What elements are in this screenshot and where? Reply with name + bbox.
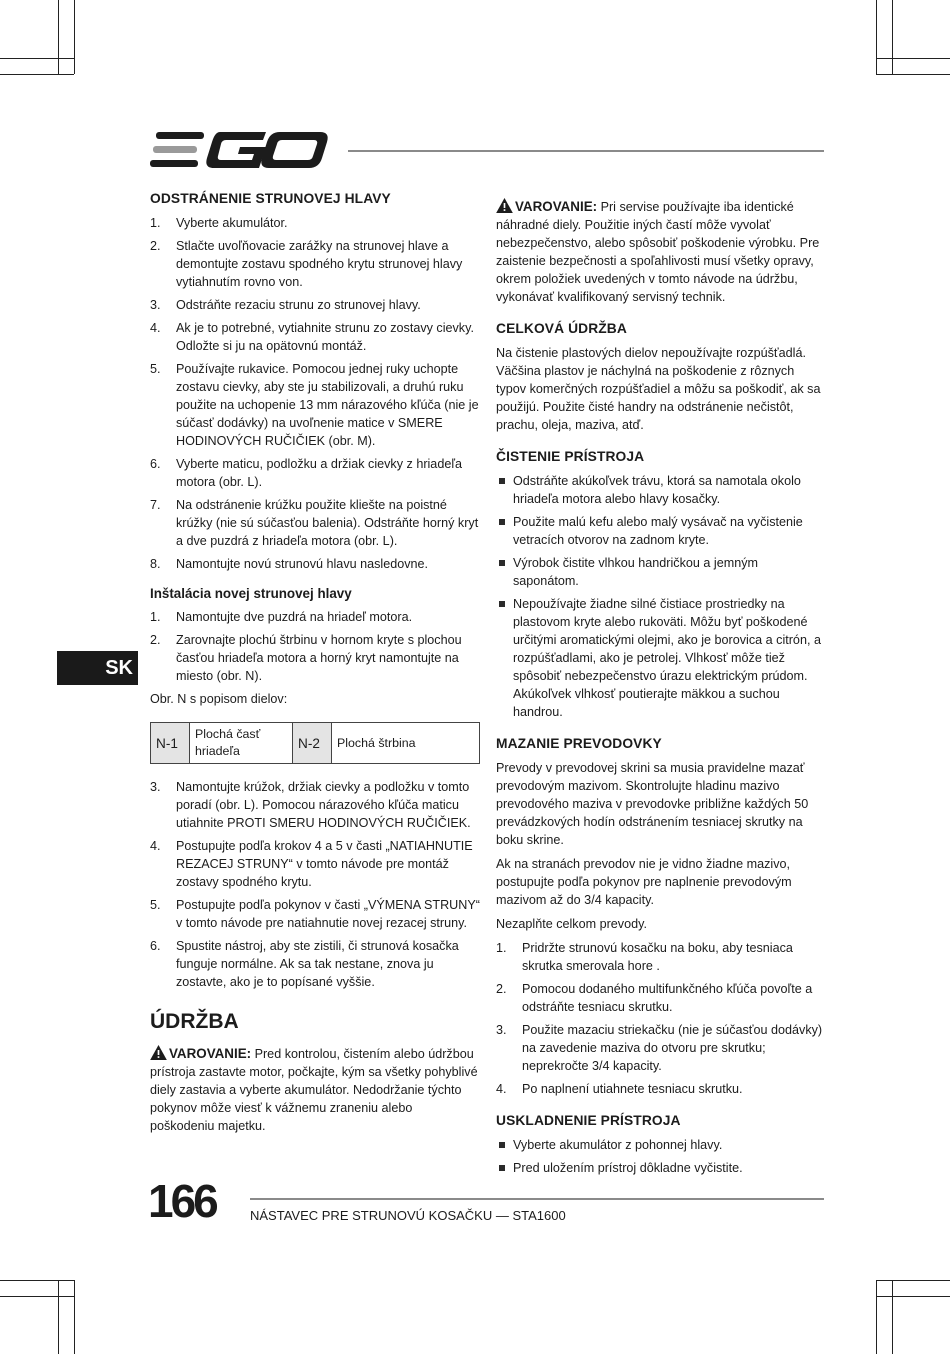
right-column: [496, 198, 826, 1182]
list-item: [150, 937, 480, 991]
bullet-square-icon: [499, 478, 505, 484]
service-warning: [496, 198, 826, 306]
step-text: Vyberte maticu, podložku a držiak cievky z hriadeľa motora (obr. L).: [176, 457, 462, 489]
list-item: [496, 1021, 826, 1075]
crop-mark: [58, 0, 59, 74]
step-number: 2.: [150, 239, 161, 253]
footer-rule: [250, 1198, 824, 1200]
general-maintenance-title: CELKOVÁ ÚDRŽBA: [496, 321, 627, 336]
crop-mark: [0, 1296, 74, 1297]
step-number: 5.: [150, 362, 161, 376]
list-item: [150, 319, 480, 355]
bullet-square-icon: [499, 1165, 505, 1171]
gear-paragraph: Nezaplňte celkom prevody.: [496, 917, 647, 931]
part-code: N-1: [151, 723, 190, 764]
list-item: [496, 1159, 826, 1177]
step-text: Zarovnajte plochú štrbinu v hornom kryte s plochou časťou hriadeľa motora a horný kryt namontujte na miesto (obr. N).: [176, 633, 462, 683]
step-text: Pomocou dodaného multifunkčného kľúča povoľte a odstráňte tesniacu skrutku.: [522, 982, 813, 1014]
warning-label: VAROVANIE:: [169, 1046, 252, 1061]
crop-mark: [876, 1280, 877, 1354]
list-item: [496, 513, 826, 549]
crop-mark: [892, 0, 893, 74]
step-number: 4.: [496, 1082, 507, 1096]
step-number: 3.: [496, 1023, 507, 1037]
crop-mark: [876, 1296, 950, 1297]
general-maintenance-text: Na čistenie plastových dielov nepoužívajte rozpúšťadlá. Väčšina plastov je náchylná na poškodenie z rôznych typov komerčných rozpúšťadiel a môžu sa poškodiť, ak sa použijú. Použite čisté handry na odstránenie nečistôt, prachu, oleja, maziva, atď.: [496, 346, 821, 432]
bullet-square-icon: [499, 560, 505, 566]
crop-mark: [0, 74, 74, 75]
list-item: [150, 455, 480, 491]
page-number: 166: [148, 1175, 216, 1227]
step-number: 4.: [150, 321, 161, 335]
list-item: [150, 555, 480, 573]
crop-mark: [876, 74, 950, 75]
maintenance-warning: [150, 1045, 480, 1135]
list-item: [150, 631, 480, 685]
step-text: Vyberte akumulátor.: [176, 216, 288, 230]
list-item: [150, 214, 480, 232]
step-text: Odstráňte rezaciu strunu zo strunovej hlavy.: [176, 298, 421, 312]
step-number: 7.: [150, 498, 161, 512]
list-item: [496, 980, 826, 1016]
ego-logo: [150, 128, 330, 172]
list-item: [496, 472, 826, 508]
gear-paragraph: Ak na stranách prevodov nie je vidno žiadne mazivo, postupujte podľa pokynov pre naplnenie prevodovým mazivom až do 3/4 kapacity.: [496, 857, 792, 907]
language-tab: [57, 651, 138, 685]
step-number: 6.: [150, 457, 161, 471]
install-steps-b: [150, 778, 480, 991]
list-item: [496, 595, 826, 721]
list-item: [496, 1080, 826, 1098]
step-number: 3.: [150, 298, 161, 312]
cleaning-list: [496, 472, 826, 721]
header-rule: [348, 150, 824, 152]
step-number: 3.: [150, 780, 161, 794]
storage-list: [496, 1136, 826, 1177]
bullet-square-icon: [499, 601, 505, 607]
crop-mark: [0, 1280, 74, 1281]
step-text: Namontujte novú strunovú hlavu nasledovne.: [176, 557, 429, 571]
step-text: Spustite nástroj, aby ste zistili, či strunová kosačka funguje normálne. Ak sa tak nestane, znova ju zostavte, ako je to popísané vyššie.: [176, 939, 459, 989]
section-title-remove-head: ODSTRÁNENIE STRUNOVEJ HLAVY: [150, 191, 391, 206]
step-text: Použite mazaciu striekačku (nie je súčasťou dodávky) na zavedenie maziva do otvoru pre skrutku; neprekročte 3/4 kapacity.: [522, 1023, 823, 1073]
warning-text: Pri servise používajte iba identické náhradné diely. Použitie iných častí môže vyvolať nebezpečenstvo, alebo spôsobiť poškodenie výrobku. Pre zaistenie bezpečnosti a spoľahlivosti musí všetky opravy, okrem položiek uvedených v tomto návode na údržbu, vykonávať kvalifikovaný servisný technik.: [496, 200, 820, 304]
crop-mark: [74, 0, 75, 74]
list-item: [150, 896, 480, 932]
part-label: Plochá časť hriadeľa: [190, 723, 293, 764]
gear-steps: [496, 939, 826, 1098]
crop-mark: [876, 1280, 950, 1281]
step-number: 1.: [496, 941, 507, 955]
step-number: 4.: [150, 839, 161, 853]
list-item: [150, 237, 480, 291]
warning-icon: [496, 198, 513, 213]
bullet-text: Pred uložením prístroj dôkladne vyčistite.: [513, 1161, 743, 1175]
step-number: 1.: [150, 610, 161, 624]
list-item: [150, 496, 480, 550]
warning-icon: [150, 1045, 167, 1060]
bullet-square-icon: [499, 519, 505, 525]
language-tab-label: SK: [105, 657, 133, 679]
step-text: Stlačte uvoľňovacie zarážky na strunovej hlave a demontujte zostavu spodného krytu strunovej hlavy vytiahnutím rovno von.: [176, 239, 463, 289]
bullet-text: Odstráňte akúkoľvek trávu, ktorá sa namotala okolo hriadeľa motora alebo hlavy kosačky.: [513, 474, 801, 506]
step-number: 2.: [496, 982, 507, 996]
bullet-text: Výrobok čistite vlhkou handričkou a jemným saponátom.: [513, 556, 758, 588]
cleaning-title: ČISTENIE PRÍSTROJA: [496, 449, 645, 464]
footer-title: NÁSTAVEC PRE STRUNOVÚ KOSAČKU — STA1600: [250, 1208, 566, 1223]
step-text: Ak je to potrebné, vytiahnite strunu zo zostavy cievky. Odložte si ju na opätovnú montáž.: [176, 321, 474, 353]
step-text: Po naplnení utiahnete tesniacu skrutku.: [522, 1082, 743, 1096]
step-text: Postupujte podľa pokynov v časti „VÝMENA STRUNY“ v tomto návode pre natiahnutie novej rezacej struny.: [176, 898, 480, 930]
step-number: 1.: [150, 216, 161, 230]
bullet-text: Použite malú kefu alebo malý vysávač na vyčistenie vetracích otvorov na zadnom kryte.: [513, 515, 803, 547]
remove-head-steps: [150, 214, 480, 573]
crop-mark: [58, 1280, 59, 1354]
list-item: [150, 837, 480, 891]
storage-title: USKLADNENIE PRÍSTROJA: [496, 1113, 681, 1128]
install-steps-a: [150, 608, 480, 685]
maintenance-title: ÚDRŽBA: [150, 1010, 239, 1033]
list-item: [496, 554, 826, 590]
list-item: [150, 608, 480, 626]
list-item: [496, 1136, 826, 1154]
part-code: N-2: [293, 723, 332, 764]
step-text: Namontujte dve puzdrá na hriadeľ motora.: [176, 610, 413, 624]
crop-mark: [0, 58, 74, 59]
warning-text: Pred kontrolou, čistením alebo údržbou prístroja zastavte motor, počkajte, kým sa všetky pohyblivé diely zastavia a vyberte akumulátor. Nedodržanie týchto pokynov môže viesť k vážnemu zraneniu alebo poškodeniu majetku.: [150, 1047, 478, 1133]
list-item: [150, 778, 480, 832]
step-text: Namontujte krúžok, držiak cievky a podložku v tomto poradí (obr. L). Pomocou nárazového kľúča maticu utiahnite PROTI SMERU HODINOVÝCH RUČIČIEK.: [176, 780, 471, 830]
step-number: 6.: [150, 939, 161, 953]
table-row: [151, 723, 480, 764]
list-item: [496, 939, 826, 975]
figure-caption: Obr. N s popisom dielov:: [150, 692, 288, 706]
step-number: 8.: [150, 557, 161, 571]
install-title: Inštalácia novej strunovej hlavy: [150, 586, 352, 601]
warning-label: VAROVANIE:: [515, 199, 598, 214]
gear-paragraph: Prevody v prevodovej skrini sa musia pravidelne mazať prevodovým mazivom. Skontrolujte hladinu mazivo prevodového maziva v prevodovke približne každých 50 prevádzkových hodín odstránením tesniacej skrutky na boku skrine.: [496, 761, 809, 847]
left-column: [150, 190, 480, 1141]
step-number: 2.: [150, 633, 161, 647]
bullet-square-icon: [499, 1142, 505, 1148]
bullet-text: Vyberte akumulátor z pohonnej hlavy.: [513, 1138, 723, 1152]
step-number: 5.: [150, 898, 161, 912]
step-text: Používajte rukavice. Pomocou jednej ruky uchopte zostavu cievky, aby ste ju stabilizovali, a druhú ruku použite na uchopenie 13 mm nárazového kľúča (nie je súčasť dodávky) na uvoľnenie matice v SMERE HODINOVÝCH RUČIČIEK (obr. M).: [176, 362, 479, 448]
part-label: Plochá štrbina: [332, 723, 480, 764]
list-item: [150, 296, 480, 314]
crop-mark: [892, 1280, 893, 1354]
crop-mark: [74, 1280, 75, 1354]
list-item: [150, 360, 480, 450]
bullet-text: Nepoužívajte žiadne silné čistiace prostriedky na plastovom kryte alebo rukoväti. Môžu byť poškodené určitými aromatickými olejmi, ako je borovica a citrón, a rozpúšťadlami, ako je petrolej. Vlhkosť môže tiež spôsobiť nebezpečenstvo úrazu elektrickým prúdom. Akúkoľvek vlhkosť poutierajte mäkkou a suchou handrou.: [513, 597, 821, 719]
gear-title: MAZANIE PREVODOVKY: [496, 736, 662, 751]
step-text: Na odstránenie krúžku použite kliešte na poistné krúžky (nie sú súčasťou balenia). Odstráňte horný kryt a dve puzdrá z hriadeľa motora (obr. L).: [176, 498, 479, 548]
step-text: Pridržte strunovú kosačku na boku, aby tesniaca skrutka smerovala hore .: [522, 941, 793, 973]
crop-mark: [876, 58, 950, 59]
parts-table: [150, 722, 480, 764]
step-text: Postupujte podľa krokov 4 a 5 v časti „NATIAHNUTIE REZACEJ STRUNY“ v tomto návode pre montáž zostavy spodného krytu.: [176, 839, 473, 889]
crop-mark: [876, 0, 877, 74]
